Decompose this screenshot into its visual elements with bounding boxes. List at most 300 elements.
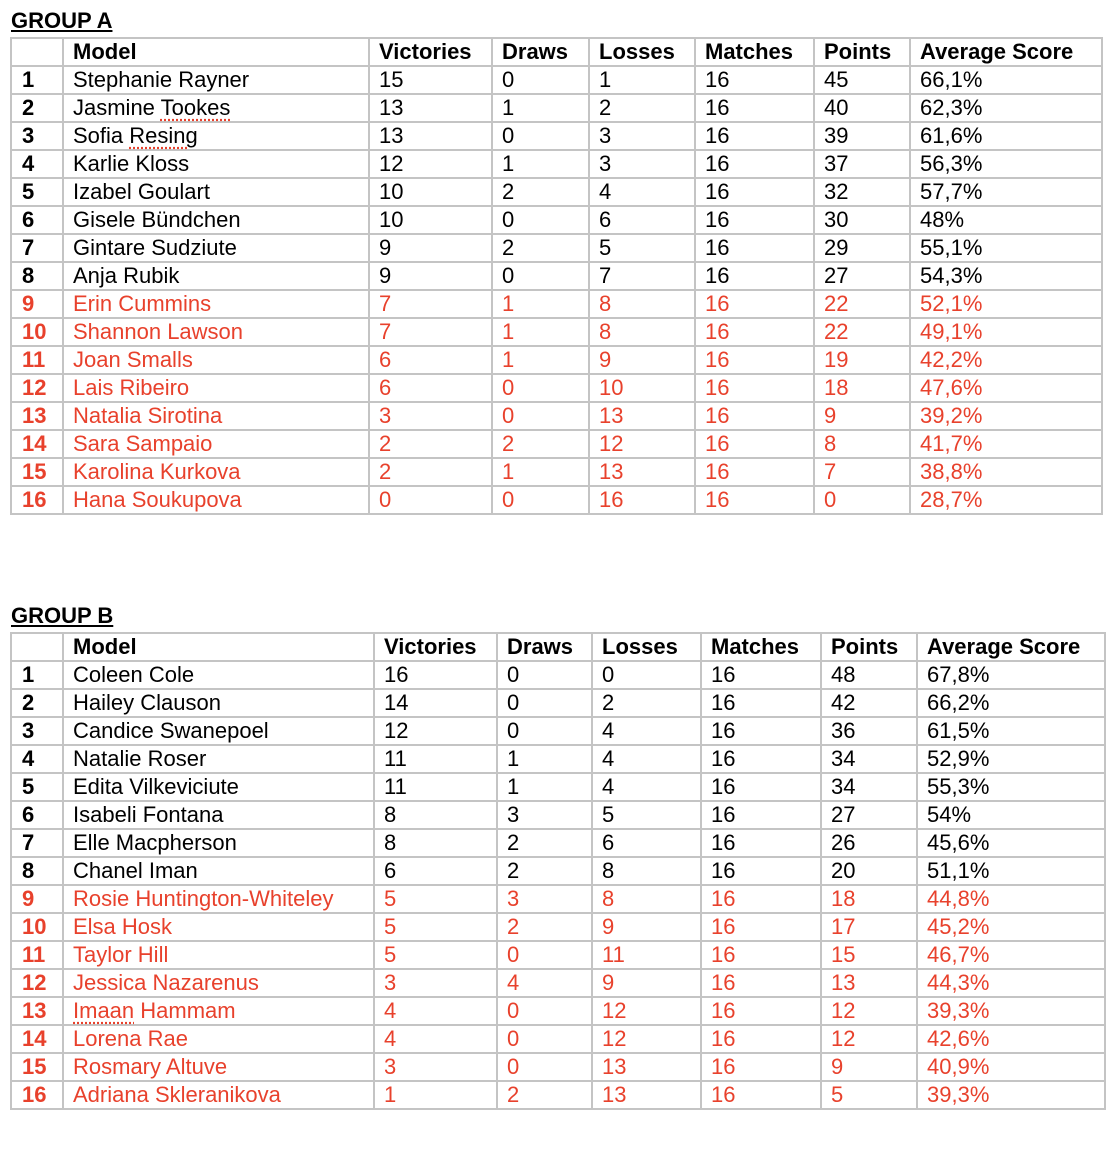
table-row xyxy=(11,402,1102,430)
model-cell: Stephanie Rayner xyxy=(63,66,369,94)
model-cell: Gintare Sudziute xyxy=(63,234,369,262)
rank-cell: 7 xyxy=(11,234,63,262)
rank-cell: 5 xyxy=(11,773,63,801)
model-cell: Jessica Nazarenus xyxy=(63,969,374,997)
rank-cell: 14 xyxy=(11,1025,63,1053)
table-row xyxy=(11,969,1105,997)
stat-cell: 16 xyxy=(701,969,821,997)
stat-cell: 2 xyxy=(369,458,492,486)
model-cell: Hana Soukupova xyxy=(63,486,369,514)
stat-cell: 12 xyxy=(821,1025,917,1053)
stat-cell: 16 xyxy=(701,857,821,885)
stat-cell: 10 xyxy=(589,374,695,402)
stat-cell: 13 xyxy=(821,969,917,997)
stat-cell: 16 xyxy=(701,1053,821,1081)
rank-cell: 2 xyxy=(11,94,63,122)
stat-cell: 4 xyxy=(589,178,695,206)
stat-cell: 3 xyxy=(374,969,497,997)
stat-cell: 2 xyxy=(497,857,592,885)
stat-cell: 16 xyxy=(701,773,821,801)
model-cell: Elle Macpherson xyxy=(63,829,374,857)
rank-cell: 12 xyxy=(11,969,63,997)
stat-cell: 12 xyxy=(369,150,492,178)
model-cell: Chanel Iman xyxy=(63,857,374,885)
stat-cell: 16 xyxy=(695,374,814,402)
stat-cell: 8 xyxy=(592,885,701,913)
stat-cell: 16 xyxy=(695,346,814,374)
rank-cell: 5 xyxy=(11,178,63,206)
stat-cell: 15 xyxy=(821,941,917,969)
stat-cell: 66,2% xyxy=(917,689,1105,717)
stat-cell: 9 xyxy=(814,402,910,430)
stat-cell: 7 xyxy=(369,290,492,318)
model-cell: Edita Vilkeviciute xyxy=(63,773,374,801)
stat-cell: 16 xyxy=(695,66,814,94)
stat-cell: 34 xyxy=(821,773,917,801)
stat-cell: 17 xyxy=(821,913,917,941)
stat-cell: 0 xyxy=(492,374,589,402)
model-cell: Coleen Cole xyxy=(63,661,374,689)
stat-cell: 16 xyxy=(695,402,814,430)
stat-cell: 12 xyxy=(592,1025,701,1053)
column-header: Matches xyxy=(695,38,814,66)
stat-cell: 54,3% xyxy=(910,262,1102,290)
model-cell: Erin Cummins xyxy=(63,290,369,318)
model-cell: Karolina Kurkova xyxy=(63,458,369,486)
stat-cell: 20 xyxy=(821,857,917,885)
stat-cell: 3 xyxy=(589,122,695,150)
stat-cell: 16 xyxy=(701,745,821,773)
rank-cell: 6 xyxy=(11,206,63,234)
stat-cell: 16 xyxy=(695,290,814,318)
stat-cell: 48 xyxy=(821,661,917,689)
table-row xyxy=(11,178,1102,206)
stat-cell: 4 xyxy=(592,745,701,773)
stat-cell: 39,3% xyxy=(917,1081,1105,1109)
stat-cell: 3 xyxy=(497,885,592,913)
stat-cell: 1 xyxy=(492,458,589,486)
stat-cell: 16 xyxy=(695,94,814,122)
column-header: Model xyxy=(63,38,369,66)
stat-cell: 27 xyxy=(814,262,910,290)
stat-cell: 0 xyxy=(492,122,589,150)
stat-cell: 47,6% xyxy=(910,374,1102,402)
stat-cell: 0 xyxy=(497,1053,592,1081)
model-cell: Candice Swanepoel xyxy=(63,717,374,745)
column-header: Points xyxy=(821,633,917,661)
stat-cell: 8 xyxy=(589,290,695,318)
stat-cell: 46,7% xyxy=(917,941,1105,969)
stat-cell: 37 xyxy=(814,150,910,178)
stat-cell: 16 xyxy=(701,717,821,745)
stat-cell: 16 xyxy=(695,150,814,178)
stat-cell: 4 xyxy=(592,773,701,801)
table-row xyxy=(11,486,1102,514)
column-header: Draws xyxy=(492,38,589,66)
stat-cell: 15 xyxy=(369,66,492,94)
rank-cell: 16 xyxy=(11,486,63,514)
stat-cell: 0 xyxy=(492,402,589,430)
stat-cell: 11 xyxy=(592,941,701,969)
stat-cell: 36 xyxy=(821,717,917,745)
stat-cell: 6 xyxy=(592,829,701,857)
stat-cell: 12 xyxy=(589,430,695,458)
rank-cell: 13 xyxy=(11,402,63,430)
stat-cell: 8 xyxy=(374,829,497,857)
model-cell: Isabeli Fontana xyxy=(63,801,374,829)
stat-cell: 12 xyxy=(374,717,497,745)
rank-cell: 8 xyxy=(11,857,63,885)
table-row xyxy=(11,913,1105,941)
stat-cell: 42,2% xyxy=(910,346,1102,374)
stat-cell: 16 xyxy=(701,997,821,1025)
stat-cell: 16 xyxy=(701,941,821,969)
stat-cell: 16 xyxy=(701,1025,821,1053)
stat-cell: 39 xyxy=(814,122,910,150)
rank-cell: 9 xyxy=(11,290,63,318)
stat-cell: 2 xyxy=(497,829,592,857)
stat-cell: 0 xyxy=(497,661,592,689)
stat-cell: 0 xyxy=(492,66,589,94)
column-header xyxy=(11,38,63,66)
stat-cell: 12 xyxy=(592,997,701,1025)
stat-cell: 4 xyxy=(374,997,497,1025)
stat-cell: 11 xyxy=(374,773,497,801)
rank-cell: 12 xyxy=(11,374,63,402)
stat-cell: 1 xyxy=(497,745,592,773)
stat-cell: 49,1% xyxy=(910,318,1102,346)
stat-cell: 16 xyxy=(701,801,821,829)
stat-cell: 16 xyxy=(695,122,814,150)
table-row xyxy=(11,773,1105,801)
rank-cell: 15 xyxy=(11,458,63,486)
stat-cell: 6 xyxy=(374,857,497,885)
rank-cell: 11 xyxy=(11,941,63,969)
rank-cell: 10 xyxy=(11,318,63,346)
model-cell: Elsa Hosk xyxy=(63,913,374,941)
stat-cell: 6 xyxy=(369,346,492,374)
stat-cell: 45 xyxy=(814,66,910,94)
stat-cell: 4 xyxy=(374,1025,497,1053)
stat-cell: 2 xyxy=(497,1081,592,1109)
stat-cell: 13 xyxy=(589,458,695,486)
stat-cell: 41,7% xyxy=(910,430,1102,458)
stat-cell: 38,8% xyxy=(910,458,1102,486)
table-row xyxy=(11,150,1102,178)
stat-cell: 0 xyxy=(492,206,589,234)
stat-cell: 42,6% xyxy=(917,1025,1105,1053)
stat-cell: 61,5% xyxy=(917,717,1105,745)
column-header: Victories xyxy=(374,633,497,661)
table-row xyxy=(11,122,1102,150)
column-header: Draws xyxy=(497,633,592,661)
stat-cell: 56,3% xyxy=(910,150,1102,178)
stat-cell: 44,8% xyxy=(917,885,1105,913)
table-row xyxy=(11,94,1102,122)
stat-cell: 61,6% xyxy=(910,122,1102,150)
stat-cell: 48% xyxy=(910,206,1102,234)
stat-cell: 44,3% xyxy=(917,969,1105,997)
table-row xyxy=(11,661,1105,689)
rank-cell: 3 xyxy=(11,717,63,745)
model-cell: Gisele Bündchen xyxy=(63,206,369,234)
model-cell: Jasmine Tookes xyxy=(63,94,369,122)
stat-cell: 18 xyxy=(821,885,917,913)
stat-cell: 8 xyxy=(814,430,910,458)
stat-cell: 52,9% xyxy=(917,745,1105,773)
stat-cell: 34 xyxy=(821,745,917,773)
stat-cell: 16 xyxy=(695,262,814,290)
table-row xyxy=(11,346,1102,374)
stat-cell: 55,1% xyxy=(910,234,1102,262)
table-row xyxy=(11,689,1105,717)
stat-cell: 12 xyxy=(821,997,917,1025)
stat-cell: 5 xyxy=(374,913,497,941)
stat-cell: 16 xyxy=(695,206,814,234)
stat-cell: 18 xyxy=(814,374,910,402)
spellcheck-word: Tookes xyxy=(160,95,231,120)
rank-cell: 4 xyxy=(11,150,63,178)
group-b-title: GROUP B xyxy=(11,603,114,628)
stat-cell: 0 xyxy=(592,661,701,689)
stat-cell: 16 xyxy=(701,913,821,941)
table-row xyxy=(11,374,1102,402)
model-cell: Adriana Skleranikova xyxy=(63,1081,374,1109)
table-row xyxy=(11,885,1105,913)
stat-cell: 0 xyxy=(497,689,592,717)
model-cell: Izabel Goulart xyxy=(63,178,369,206)
stat-cell: 28,7% xyxy=(910,486,1102,514)
model-cell: Sara Sampaio xyxy=(63,430,369,458)
rank-cell: 8 xyxy=(11,262,63,290)
model-cell: Sofia Resing xyxy=(63,122,369,150)
stat-cell: 39,3% xyxy=(917,997,1105,1025)
stat-cell: 27 xyxy=(821,801,917,829)
stat-cell: 14 xyxy=(374,689,497,717)
stat-cell: 0 xyxy=(497,1025,592,1053)
stat-cell: 16 xyxy=(695,178,814,206)
column-header: Average Score xyxy=(917,633,1105,661)
model-cell: Imaan Hammam xyxy=(63,997,374,1025)
stat-cell: 4 xyxy=(497,969,592,997)
rank-cell: 1 xyxy=(11,661,63,689)
rank-cell: 3 xyxy=(11,122,63,150)
stat-cell: 66,1% xyxy=(910,66,1102,94)
table-row xyxy=(11,997,1105,1025)
rank-cell: 15 xyxy=(11,1053,63,1081)
stat-cell: 3 xyxy=(374,1053,497,1081)
stat-cell: 2 xyxy=(492,430,589,458)
table-row xyxy=(11,318,1102,346)
stat-cell: 0 xyxy=(497,941,592,969)
stat-cell: 1 xyxy=(492,346,589,374)
table-row xyxy=(11,941,1105,969)
stat-cell: 8 xyxy=(374,801,497,829)
stat-cell: 22 xyxy=(814,318,910,346)
spellcheck-word: Imaan xyxy=(73,998,135,1023)
stat-cell: 2 xyxy=(592,689,701,717)
stat-cell: 0 xyxy=(369,486,492,514)
stat-cell: 9 xyxy=(589,346,695,374)
stat-cell: 55,3% xyxy=(917,773,1105,801)
stat-cell: 1 xyxy=(492,150,589,178)
stat-cell: 2 xyxy=(497,913,592,941)
table-row xyxy=(11,1081,1105,1109)
stat-cell: 13 xyxy=(369,94,492,122)
table-row xyxy=(11,234,1102,262)
stat-cell: 42 xyxy=(821,689,917,717)
stat-cell: 1 xyxy=(497,773,592,801)
rank-cell: 13 xyxy=(11,997,63,1025)
stat-cell: 16 xyxy=(701,689,821,717)
table-row xyxy=(11,745,1105,773)
rank-cell: 4 xyxy=(11,745,63,773)
stat-cell: 26 xyxy=(821,829,917,857)
column-header: Losses xyxy=(592,633,701,661)
rank-cell: 16 xyxy=(11,1081,63,1109)
rank-cell: 10 xyxy=(11,913,63,941)
stat-cell: 0 xyxy=(814,486,910,514)
stat-cell: 7 xyxy=(369,318,492,346)
column-header: Points xyxy=(814,38,910,66)
stat-cell: 1 xyxy=(589,66,695,94)
stat-cell: 1 xyxy=(492,318,589,346)
stat-cell: 0 xyxy=(497,997,592,1025)
stat-cell: 16 xyxy=(701,661,821,689)
stat-cell: 22 xyxy=(814,290,910,318)
stat-cell: 3 xyxy=(369,402,492,430)
stat-cell: 9 xyxy=(369,262,492,290)
stat-cell: 54% xyxy=(917,801,1105,829)
table-row xyxy=(11,206,1102,234)
stat-cell: 16 xyxy=(695,486,814,514)
model-cell: Joan Smalls xyxy=(63,346,369,374)
table-row xyxy=(11,262,1102,290)
stat-cell: 16 xyxy=(701,1081,821,1109)
stat-cell: 32 xyxy=(814,178,910,206)
stat-cell: 2 xyxy=(589,94,695,122)
table-row xyxy=(11,66,1102,94)
group-a-title: GROUP A xyxy=(11,8,113,33)
model-cell: Rosmary Altuve xyxy=(63,1053,374,1081)
stat-cell: 5 xyxy=(821,1081,917,1109)
stat-cell: 40,9% xyxy=(917,1053,1105,1081)
stat-cell: 0 xyxy=(497,717,592,745)
model-cell: Rosie Huntington-Whiteley xyxy=(63,885,374,913)
rank-cell: 1 xyxy=(11,66,63,94)
stat-cell: 11 xyxy=(374,745,497,773)
stat-cell: 16 xyxy=(589,486,695,514)
stat-cell: 7 xyxy=(814,458,910,486)
stat-cell: 13 xyxy=(589,402,695,430)
stat-cell: 45,6% xyxy=(917,829,1105,857)
table-row xyxy=(11,290,1102,318)
stat-cell: 2 xyxy=(492,178,589,206)
stat-cell: 67,8% xyxy=(917,661,1105,689)
header-row xyxy=(11,633,1105,661)
stat-cell: 7 xyxy=(589,262,695,290)
table-row xyxy=(11,1053,1105,1081)
model-cell: Lais Ribeiro xyxy=(63,374,369,402)
group-a-table xyxy=(10,37,1103,515)
stat-cell: 2 xyxy=(492,234,589,262)
stat-cell: 19 xyxy=(814,346,910,374)
stat-cell: 8 xyxy=(592,857,701,885)
stat-cell: 29 xyxy=(814,234,910,262)
stat-cell: 51,1% xyxy=(917,857,1105,885)
rank-cell: 2 xyxy=(11,689,63,717)
stat-cell: 5 xyxy=(589,234,695,262)
model-cell: Natalia Sirotina xyxy=(63,402,369,430)
stat-cell: 45,2% xyxy=(917,913,1105,941)
stat-cell: 5 xyxy=(374,941,497,969)
stat-cell: 1 xyxy=(492,290,589,318)
table-row xyxy=(11,1025,1105,1053)
stat-cell: 8 xyxy=(589,318,695,346)
stat-cell: 5 xyxy=(374,885,497,913)
column-header: Matches xyxy=(701,633,821,661)
stat-cell: 16 xyxy=(701,885,821,913)
stat-cell: 6 xyxy=(589,206,695,234)
stat-cell: 5 xyxy=(592,801,701,829)
table-row xyxy=(11,717,1105,745)
model-cell: Shannon Lawson xyxy=(63,318,369,346)
header-row xyxy=(11,38,1102,66)
stat-cell: 0 xyxy=(492,262,589,290)
column-header: Model xyxy=(63,633,374,661)
stat-cell: 13 xyxy=(369,122,492,150)
table-row xyxy=(11,430,1102,458)
column-header xyxy=(11,633,63,661)
rank-cell: 7 xyxy=(11,829,63,857)
stat-cell: 57,7% xyxy=(910,178,1102,206)
stat-cell: 16 xyxy=(701,829,821,857)
stat-cell: 4 xyxy=(592,717,701,745)
column-header: Victories xyxy=(369,38,492,66)
model-cell: Taylor Hill xyxy=(63,941,374,969)
model-cell: Karlie Kloss xyxy=(63,150,369,178)
stat-cell: 10 xyxy=(369,206,492,234)
stat-cell: 52,1% xyxy=(910,290,1102,318)
stat-cell: 16 xyxy=(695,430,814,458)
table-row xyxy=(11,829,1105,857)
stat-cell: 39,2% xyxy=(910,402,1102,430)
stat-cell: 16 xyxy=(695,318,814,346)
rank-cell: 9 xyxy=(11,885,63,913)
stat-cell: 3 xyxy=(497,801,592,829)
rank-cell: 14 xyxy=(11,430,63,458)
stat-cell: 6 xyxy=(369,374,492,402)
stat-cell: 9 xyxy=(369,234,492,262)
stat-cell: 16 xyxy=(695,234,814,262)
model-cell: Lorena Rae xyxy=(63,1025,374,1053)
stat-cell: 16 xyxy=(695,458,814,486)
spellcheck-word: Resing xyxy=(129,123,198,148)
stat-cell: 2 xyxy=(369,430,492,458)
model-cell: Natalie Roser xyxy=(63,745,374,773)
stat-cell: 10 xyxy=(369,178,492,206)
table-row xyxy=(11,857,1105,885)
stat-cell: 0 xyxy=(492,486,589,514)
table-row xyxy=(11,458,1102,486)
stat-cell: 62,3% xyxy=(910,94,1102,122)
stat-cell: 16 xyxy=(374,661,497,689)
column-header: Losses xyxy=(589,38,695,66)
stat-cell: 9 xyxy=(821,1053,917,1081)
stat-cell: 9 xyxy=(592,969,701,997)
rank-cell: 11 xyxy=(11,346,63,374)
stat-cell: 9 xyxy=(592,913,701,941)
